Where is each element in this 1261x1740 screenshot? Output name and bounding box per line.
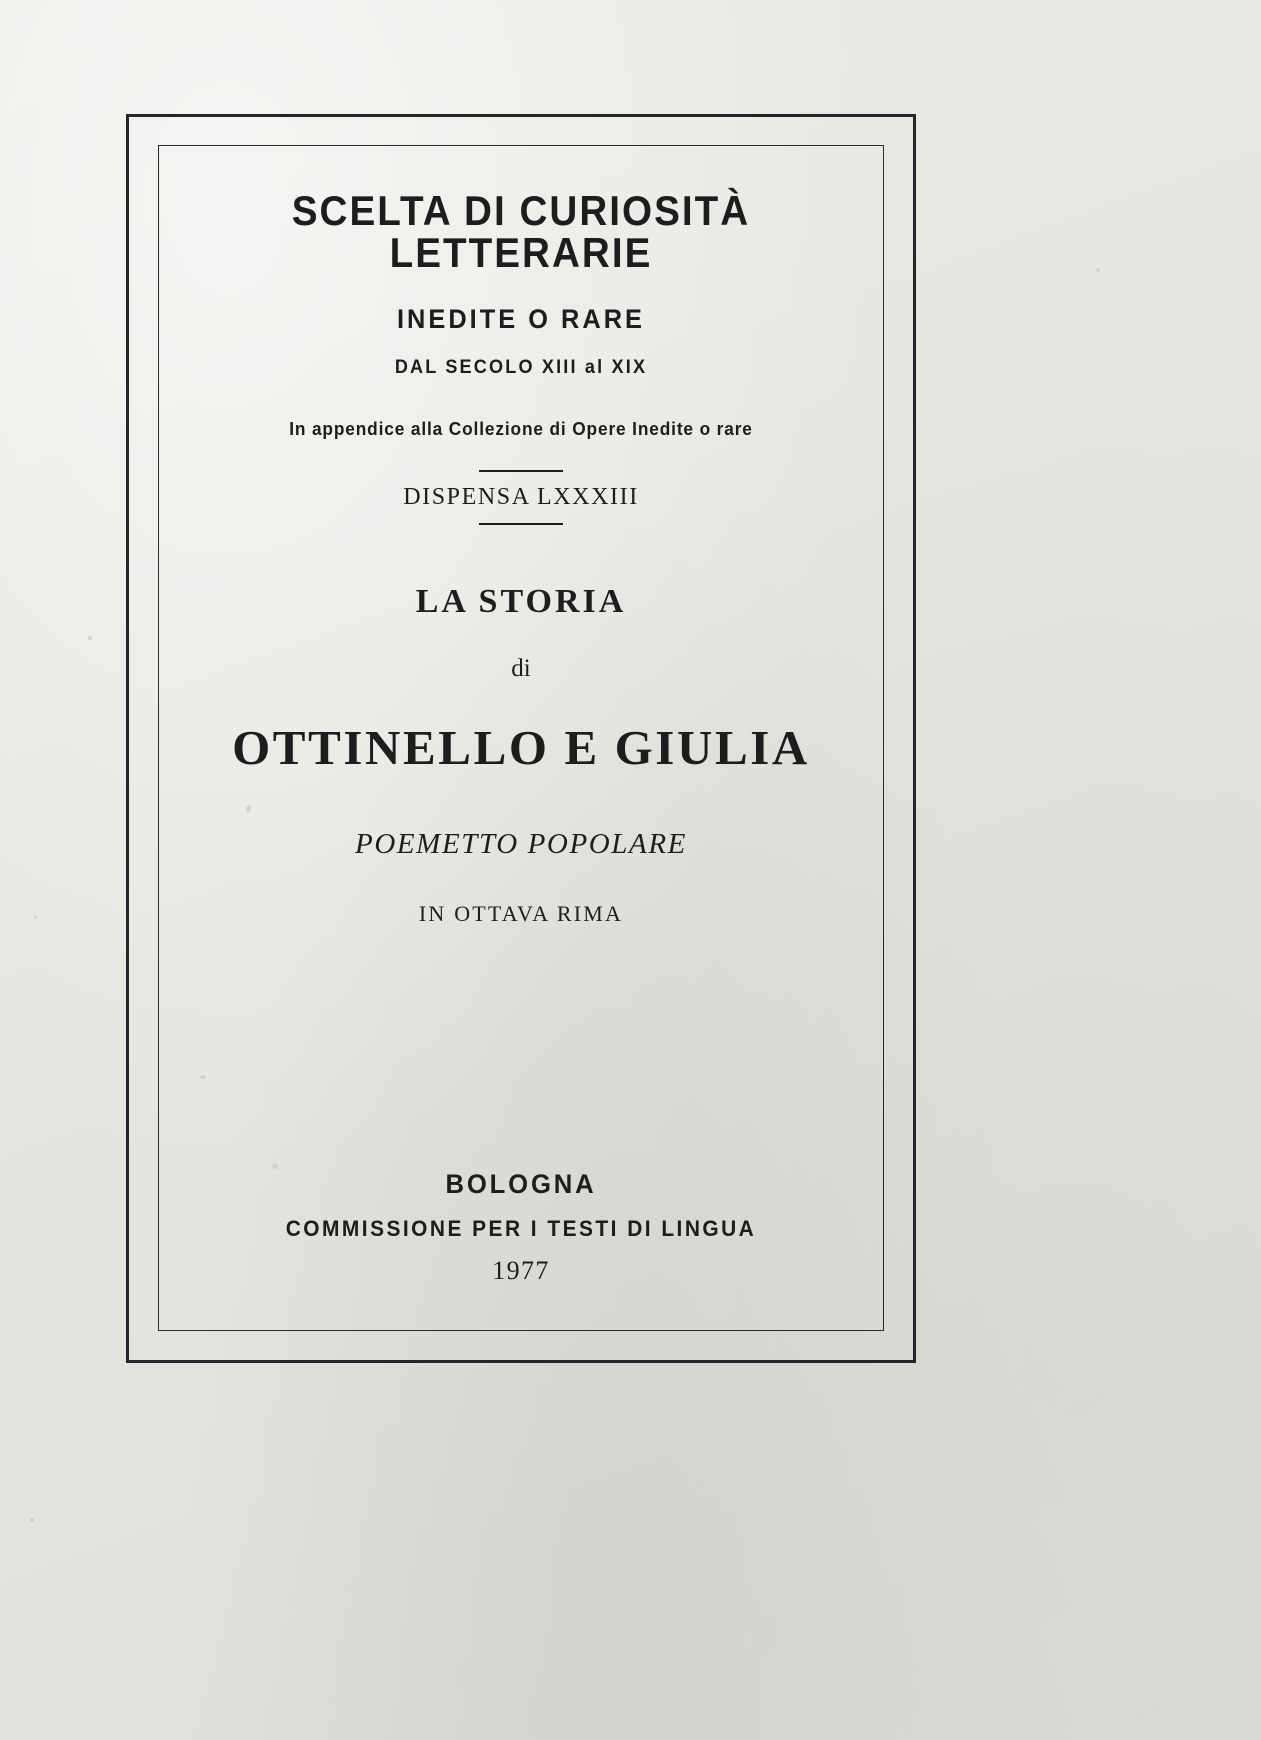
title-page-inner-border	[158, 145, 884, 1331]
work-genre: POEMETTO POPOLARE	[355, 828, 687, 860]
imprint-block	[159, 1169, 883, 1286]
paper-speck	[30, 1518, 34, 1522]
work-verse-form: IN OTTAVA RIMA	[418, 901, 624, 926]
series-subtitle-secondary: DAL SECOLO XIII al XIX	[394, 357, 648, 378]
paper-speck	[1096, 268, 1100, 272]
series-appendix-note: In appendice alla Collezione di Opere Inedite o rare	[289, 419, 753, 439]
title-page-outer-border	[126, 114, 916, 1363]
paper-speck	[34, 916, 37, 919]
paper-speck	[88, 636, 92, 640]
imprint-city: BOLOGNA	[445, 1169, 597, 1199]
work-main-title: OTTINELLO E GIULIA	[232, 720, 810, 775]
series-issue-number: DISPENSA LXXXIII	[403, 484, 639, 510]
title-page-content	[159, 146, 883, 927]
divider-rule-bottom	[479, 523, 563, 525]
imprint-publisher: COMMISSIONE PER I TESTI DI LINGUA	[285, 1216, 757, 1241]
imprint-year: 1977	[492, 1256, 550, 1285]
work-title-connector: di	[511, 655, 531, 682]
series-subtitle-primary: INEDITE O RARE	[396, 304, 645, 334]
work-title-line-1: LA STORIA	[415, 583, 627, 620]
series-title: SCELTA DI CURIOSITÀ LETTERARIE	[291, 187, 751, 276]
divider-rule-top	[479, 470, 563, 472]
